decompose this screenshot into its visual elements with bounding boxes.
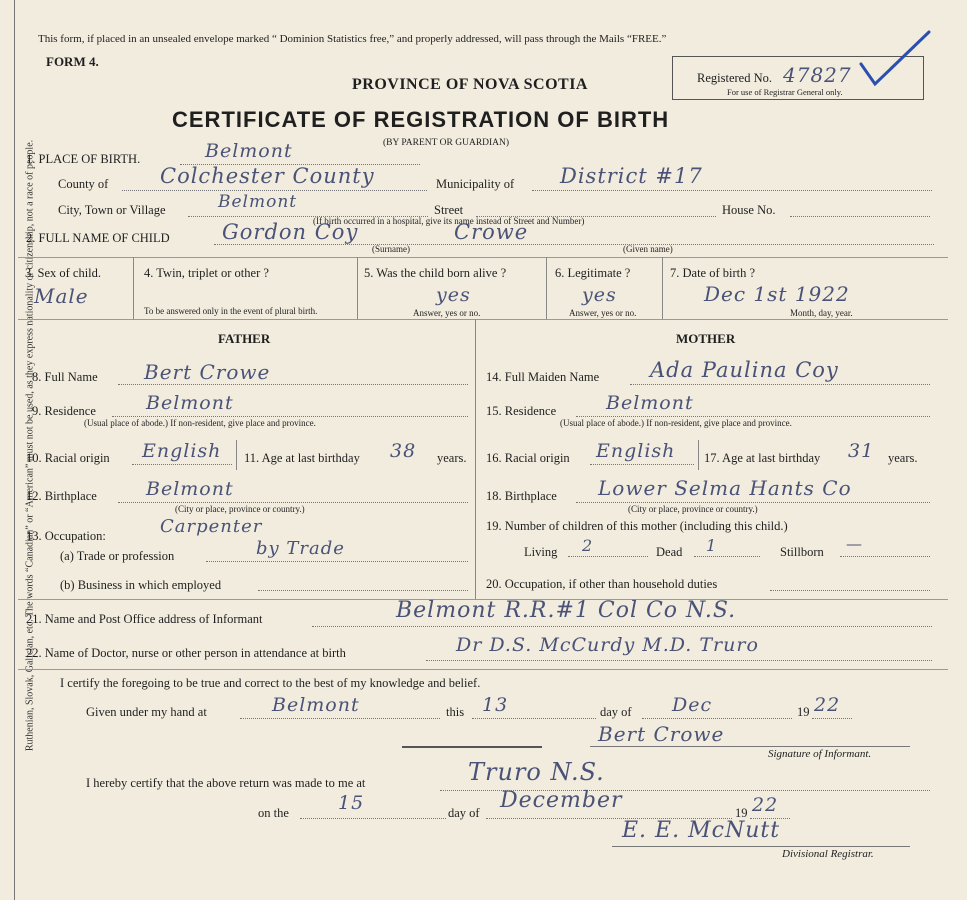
mother-residence-label: 15. Residence xyxy=(486,404,557,418)
child-name-label: 2. FULL NAME OF CHILD xyxy=(26,231,170,245)
municipality-label: Municipality of xyxy=(436,177,515,191)
father-race: English xyxy=(142,440,222,462)
day-of-label: day of xyxy=(600,705,632,719)
registered-note: For use of Registrar General only. xyxy=(727,87,843,97)
mother-birthplace-label: 18. Birthplace xyxy=(486,489,557,503)
living-label: Living xyxy=(524,545,558,559)
twin-label: 4. Twin, triplet or other ? xyxy=(144,266,269,280)
registrar-statement: I hereby certify that the above return was made to me at xyxy=(86,776,366,790)
province-heading: PROVINCE OF NOVA SCOTIA xyxy=(352,76,588,93)
informant-label: 21. Name and Post Office address of Informant xyxy=(26,612,263,626)
father-residence-label: 9. Residence xyxy=(32,404,96,418)
father-occupation-label: 13. Occupation: xyxy=(26,529,106,543)
informant-value: Belmont R.R.#1 Col Co N.S. xyxy=(396,598,737,623)
father-residence: Belmont xyxy=(146,392,234,414)
given-under-hand-label: Given under my hand at xyxy=(86,705,207,719)
registrar-day: 15 xyxy=(338,792,365,814)
mother-birthplace: Lower Selma Hants Co xyxy=(598,476,852,500)
mother-race: English xyxy=(596,440,676,462)
father-name: Bert Crowe xyxy=(144,360,271,384)
doctor-value: Dr D.S. McCurdy M.D. Truro xyxy=(456,634,759,656)
surname-caption: (Surname) xyxy=(372,244,410,254)
mother-name: Ada Paulina Coy xyxy=(650,358,839,382)
informant-signature: Bert Crowe xyxy=(598,722,725,746)
dob-label: 7. Date of birth ? xyxy=(670,266,756,280)
place-value: Belmont xyxy=(205,140,293,162)
street-label: Street xyxy=(434,203,464,217)
alive-note: Answer, yes or no. xyxy=(413,308,481,318)
given-month: Dec xyxy=(672,694,713,716)
this-label: this xyxy=(446,705,465,719)
father-occupation: Carpenter xyxy=(160,516,263,537)
dob-value: Dec 1st 1922 xyxy=(704,282,850,306)
registrar-month: December xyxy=(500,788,623,813)
registrar-place: Truro N.S. xyxy=(468,758,605,786)
registrar-day-of-label: day of xyxy=(448,806,480,820)
certificate-subtitle: (BY PARENT OR GUARDIAN) xyxy=(383,138,510,148)
legitimate-label: 6. Legitimate ? xyxy=(555,266,631,280)
city-value: Belmont xyxy=(218,192,298,212)
margin-rule xyxy=(14,0,15,900)
father-birthplace-label: 12. Birthplace xyxy=(26,489,97,503)
mailing-notice: This form, if placed in an unsealed envelope marked “ Dominion Statistics free,” and properly addressed, will pass through the Mails “FREE.” xyxy=(38,33,667,45)
mother-occupation-label: 20. Occupation, if other than household duties xyxy=(486,577,718,591)
twin-note: To be answered only in the event of plural birth. xyxy=(144,306,318,316)
alive-label: 5. Was the child born alive ? xyxy=(364,266,507,280)
registrar-signature-caption: Divisional Registrar. xyxy=(782,848,874,860)
trade-value: by Trade xyxy=(256,538,345,559)
place-label: 1. PLACE OF BIRTH. xyxy=(26,152,141,166)
registered-number: 47827 xyxy=(783,63,852,87)
father-age: 38 xyxy=(390,440,417,462)
given-year: 22 xyxy=(814,694,841,716)
father-birthplace-note: (City or place, province or country.) xyxy=(175,504,305,514)
stillborn-value: — xyxy=(846,534,863,553)
registered-label: Registered No. xyxy=(697,71,772,85)
registrar-signature: E. E. McNutt xyxy=(622,818,781,843)
sex-label: 3. Sex of child. xyxy=(25,266,102,280)
alive-value: yes xyxy=(436,284,471,306)
doctor-label: 22. Name of Doctor, nurse or other person in attendance at birth xyxy=(26,646,346,660)
mother-residence-note: (Usual place of abode.) If non-resident, give place and province. xyxy=(560,418,792,428)
registrar-year-prefix: 19 xyxy=(735,806,748,820)
municipality-value: District #17 xyxy=(560,164,703,188)
given-day: 13 xyxy=(482,694,509,716)
children-count-label: 19. Number of children of this mother (including this child.) xyxy=(486,519,788,533)
father-years: years. xyxy=(437,451,467,465)
stillborn-label: Stillborn xyxy=(780,545,824,559)
mother-birthplace-note: (City or place, province or country.) xyxy=(628,504,758,514)
given-place: Belmont xyxy=(272,694,360,716)
informant-signature-caption: Signature of Informant. xyxy=(768,748,872,760)
county-label: County of xyxy=(58,177,109,191)
registrar-year: 22 xyxy=(752,794,779,816)
house-label: House No. xyxy=(722,203,776,217)
legitimate-value: yes xyxy=(582,284,617,306)
father-age-label: 11. Age at last birthday xyxy=(244,451,360,465)
mother-age-label: 17. Age at last birthday xyxy=(704,451,821,465)
mother-race-label: 16. Racial origin xyxy=(486,451,570,465)
living-value: 2 xyxy=(582,536,594,555)
check-mark-icon xyxy=(855,28,935,90)
father-heading: FATHER xyxy=(218,331,271,346)
margin-text: Ruthenian, Slovak, Galician, etc. The words “Canadian” or “American” must not be used, as they express nationality or citizenship, not a race of people. xyxy=(24,139,36,752)
father-birthplace: Belmont xyxy=(146,478,234,500)
certify-statement: I certify the foregoing to be true and correct to the best of my knowledge and belief. xyxy=(60,676,481,690)
mother-years: years. xyxy=(888,451,918,465)
mother-name-label: 14. Full Maiden Name xyxy=(486,370,600,384)
certificate-title: CERTIFICATE OF REGISTRATION OF BIRTH xyxy=(172,107,670,132)
dob-note: Month, day, year. xyxy=(790,308,853,318)
child-given-name: Crowe xyxy=(454,220,529,244)
mother-age: 31 xyxy=(848,440,875,462)
hospital-note: (If birth occurred in a hospital, give its name instead of Street and Number) xyxy=(313,216,585,226)
father-race-label: 10. Racial origin xyxy=(26,451,110,465)
father-name-label: 8. Full Name xyxy=(32,370,98,384)
legitimate-note: Answer, yes or no. xyxy=(569,308,637,318)
dead-label: Dead xyxy=(656,545,683,559)
on-the-label: on the xyxy=(258,806,289,820)
given-caption: (Given name) xyxy=(623,244,673,254)
dead-value: 1 xyxy=(706,536,718,555)
city-label: City, Town or Village xyxy=(58,203,166,217)
mother-heading: MOTHER xyxy=(676,331,736,346)
father-residence-note: (Usual place of abode.) If non-resident, give place and province. xyxy=(84,418,316,428)
year-prefix: 19 xyxy=(797,705,810,719)
business-label: (b) Business in which employed xyxy=(60,578,222,592)
form-number: FORM 4. xyxy=(46,54,99,69)
sex-value: Male xyxy=(34,284,89,308)
mother-residence: Belmont xyxy=(606,392,694,414)
child-surname: Gordon Coy xyxy=(222,220,359,244)
county-value: Colchester County xyxy=(160,164,375,188)
trade-label: (a) Trade or profession xyxy=(60,549,175,563)
